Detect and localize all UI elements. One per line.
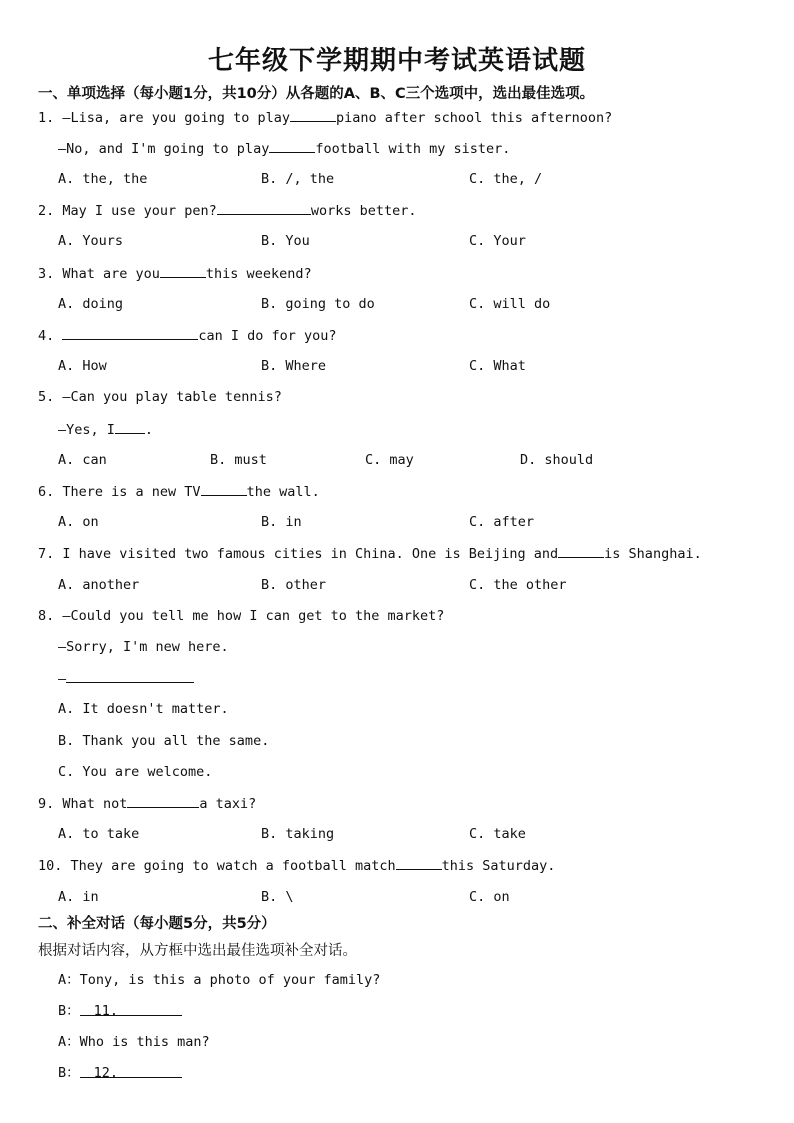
question-8-reply: —Sorry, I'm new here. bbox=[58, 639, 229, 655]
option-c[interactable]: C. the, / bbox=[469, 171, 543, 187]
answer-blank-11[interactable]: 11. bbox=[80, 1001, 182, 1016]
answer-blank[interactable] bbox=[62, 325, 198, 340]
option-a[interactable]: A. How bbox=[58, 358, 107, 374]
question-10: 10. They are going to watch a football match this Saturday. bbox=[38, 855, 555, 875]
question-2: 2. May I use your pen? works better. bbox=[38, 200, 416, 220]
option-b[interactable]: B. going to do bbox=[261, 296, 375, 312]
option-b[interactable]: B. Thank you all the same. bbox=[58, 733, 270, 749]
section1-heading: 一、单项选择（每小题1分，共10分）从各题的A、B、C三个选项中，选出最佳选项。 bbox=[38, 86, 595, 102]
answer-blank[interactable] bbox=[127, 793, 199, 808]
option-c[interactable]: C. on bbox=[469, 889, 510, 905]
option-b[interactable]: B. must bbox=[210, 452, 267, 468]
question-7: 7. I have visited two famous cities in China. One is Beijing and is Shanghai. bbox=[38, 543, 702, 563]
option-b[interactable]: B. Where bbox=[261, 358, 327, 374]
option-a[interactable]: A. in bbox=[58, 889, 99, 905]
option-b[interactable]: B. /, the bbox=[261, 171, 335, 187]
section2-instruction: 根据对话内容，从方框中选出最佳选项补全对话。 bbox=[38, 943, 357, 959]
question-8: 8. —Could you tell me how I can get to the market? bbox=[38, 608, 445, 624]
option-b[interactable]: B. in bbox=[261, 514, 302, 530]
dialogue-line: B： 11. bbox=[58, 1001, 182, 1021]
option-c[interactable]: C. take bbox=[469, 826, 526, 842]
option-b[interactable]: B. taking bbox=[261, 826, 335, 842]
dialogue-line: A：Who is this man? bbox=[58, 1034, 210, 1050]
option-c[interactable]: C. You are welcome. bbox=[58, 764, 213, 780]
question-3: 3. What are you this weekend? bbox=[38, 263, 312, 283]
option-c[interactable]: C. What bbox=[469, 358, 526, 374]
answer-blank[interactable] bbox=[201, 481, 247, 496]
dialogue-line: A：Tony, is this a photo of your family? bbox=[58, 972, 381, 988]
option-a[interactable]: A. can bbox=[58, 452, 107, 468]
option-a[interactable]: A. another bbox=[58, 577, 140, 593]
option-c[interactable]: C. Your bbox=[469, 233, 526, 249]
section2-heading: 二、补全对话（每小题5分，共5分） bbox=[38, 916, 276, 932]
dialogue-line: B： 12. bbox=[58, 1063, 182, 1083]
option-b[interactable]: B. \ bbox=[261, 889, 294, 905]
answer-blank[interactable] bbox=[66, 668, 194, 683]
question-9: 9. What not a taxi? bbox=[38, 793, 256, 813]
option-a[interactable]: A. the, the bbox=[58, 171, 148, 187]
option-c[interactable]: C. after bbox=[469, 514, 535, 530]
option-a[interactable]: A. It doesn't matter. bbox=[58, 701, 229, 717]
answer-blank[interactable] bbox=[115, 419, 145, 434]
option-a[interactable]: A. doing bbox=[58, 296, 124, 312]
answer-blank[interactable] bbox=[217, 200, 311, 215]
option-b[interactable]: B. other bbox=[261, 577, 327, 593]
page-title: 七年级下学期期中考试英语试题 bbox=[207, 46, 586, 76]
option-d[interactable]: D. should bbox=[520, 452, 594, 468]
answer-blank[interactable] bbox=[160, 263, 206, 278]
answer-blank-12[interactable]: 12. bbox=[80, 1063, 182, 1078]
option-c[interactable]: C. may bbox=[365, 452, 414, 468]
question-5: 5. —Can you play table tennis? bbox=[38, 389, 282, 405]
option-b[interactable]: B. You bbox=[261, 233, 310, 249]
question-5-reply: —Yes, I . bbox=[58, 419, 153, 439]
question-1-reply: —No, and I'm going to play football with my sister. bbox=[58, 138, 510, 158]
answer-blank[interactable] bbox=[396, 855, 442, 870]
option-a[interactable]: A. on bbox=[58, 514, 99, 530]
option-a[interactable]: A. to take bbox=[58, 826, 140, 842]
option-c[interactable]: C. the other bbox=[469, 577, 567, 593]
question-1: 1. —Lisa, are you going to play piano after school this afternoon? bbox=[38, 107, 612, 127]
option-c[interactable]: C. will do bbox=[469, 296, 551, 312]
answer-blank[interactable] bbox=[269, 138, 315, 153]
question-8-answer-line: — bbox=[58, 668, 194, 688]
option-a[interactable]: A. Yours bbox=[58, 233, 124, 249]
question-6: 6. There is a new TV the wall. bbox=[38, 481, 320, 501]
answer-blank[interactable] bbox=[558, 543, 604, 558]
answer-blank[interactable] bbox=[290, 107, 336, 122]
question-4: 4. can I do for you? bbox=[38, 325, 337, 345]
